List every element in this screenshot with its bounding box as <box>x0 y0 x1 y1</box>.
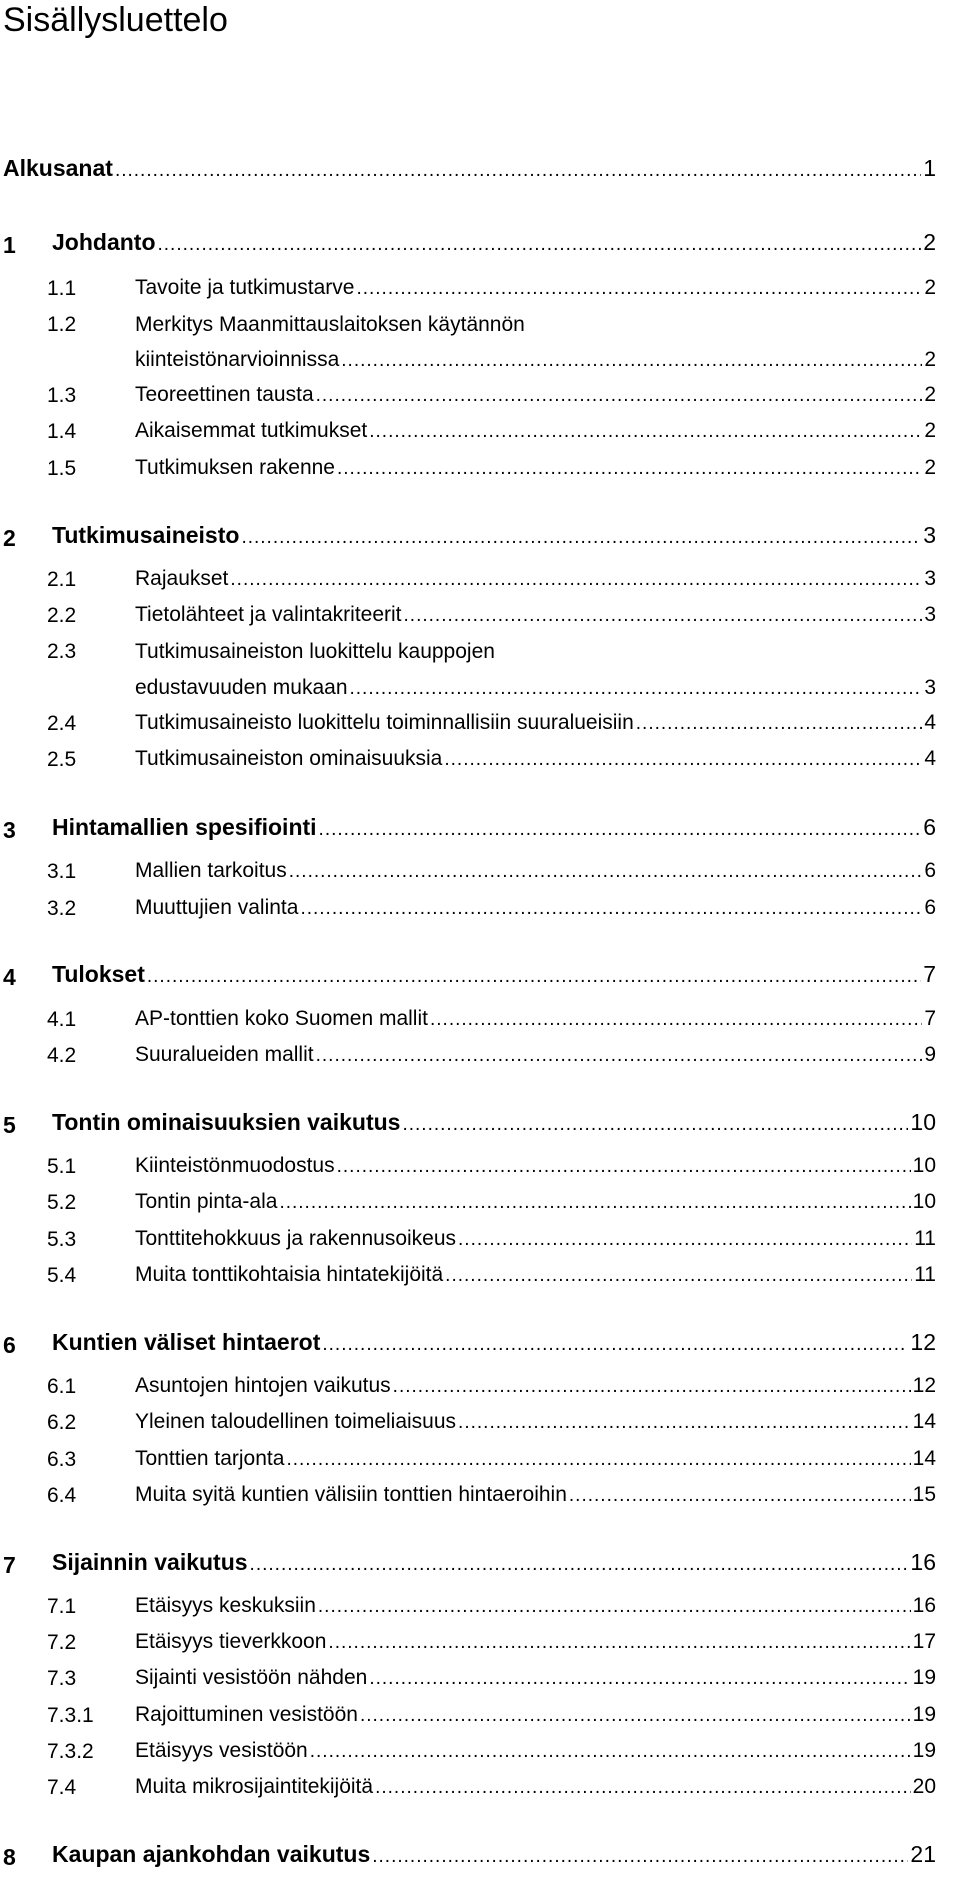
toc-entry[interactable] <box>0 1327 960 1359</box>
toc-number: 1.1 <box>47 277 77 300</box>
toc-title: Tontin ominaisuuksien vaikutus <box>52 1109 401 1135</box>
toc-number: 3.1 <box>47 860 77 883</box>
dot-leader <box>358 1702 911 1730</box>
dot-leader <box>335 455 922 483</box>
toc-page: 14 <box>912 1447 936 1470</box>
toc-number: 6.4 <box>47 1484 77 1507</box>
toc-entry[interactable] <box>0 378 960 410</box>
toc-number: 3 <box>3 817 16 843</box>
toc-title: Tietolähteet ja valintakriteerit <box>135 603 402 626</box>
toc-number: 2.3 <box>47 640 77 663</box>
toc-entry[interactable] <box>0 1369 960 1401</box>
toc-title: Tavoite ja tutkimustarve <box>135 276 355 299</box>
toc-number: 4.2 <box>47 1044 77 1067</box>
toc-page: 10 <box>912 1154 936 1177</box>
toc-page: 3 <box>924 603 936 626</box>
toc-number: 7.2 <box>47 1631 77 1654</box>
toc-page: 4 <box>924 711 936 734</box>
dot-leader <box>400 1111 908 1139</box>
toc-entry[interactable] <box>0 891 960 923</box>
toc-entry[interactable] <box>0 854 960 886</box>
toc-number: 2.1 <box>47 568 77 591</box>
toc-entry[interactable] <box>0 1222 960 1254</box>
dot-leader <box>456 1409 911 1437</box>
toc-title: Kaupan ajankohdan vaikutus <box>52 1841 371 1867</box>
toc-entry[interactable] <box>0 706 960 738</box>
toc-number: 1.2 <box>47 313 77 336</box>
toc-entry[interactable] <box>0 1839 960 1871</box>
toc-title: Hintamallien spesifiointi <box>52 814 317 840</box>
toc-entry[interactable] <box>0 1770 960 1802</box>
toc-page: 10 <box>912 1190 936 1213</box>
toc-entry[interactable] <box>0 1478 960 1510</box>
toc-page: 11 <box>914 1263 936 1286</box>
toc-page: 14 <box>912 1410 936 1433</box>
toc-title: Yleinen taloudellinen toimeliaisuus <box>135 1410 457 1433</box>
toc-entry[interactable] <box>0 153 960 185</box>
dot-leader <box>308 1738 911 1766</box>
toc-number: 6 <box>3 1332 16 1358</box>
toc-title: Tutkimusaineisto luokittelu toiminnallisiin suuralueisiin <box>135 711 634 734</box>
toc-page: 19 <box>912 1703 936 1726</box>
toc-page: 6 <box>924 896 936 919</box>
dot-leader <box>248 1551 909 1579</box>
toc-number: 5.4 <box>47 1264 77 1287</box>
toc-number: 7.1 <box>47 1595 77 1618</box>
toc-title: Muuttujien valinta <box>135 896 299 919</box>
toc-title: Tonttitehokkuus ja rakennusoikeus <box>135 1227 457 1250</box>
dot-leader <box>370 1843 908 1871</box>
toc-title: Tontin pinta-ala <box>135 1190 278 1213</box>
toc-number: 8 <box>3 1844 16 1870</box>
toc-title: Asuntojen hintojen vaikutus <box>135 1374 391 1397</box>
toc-title: Merkitys Maanmittauslaitoksen käytännön <box>135 313 525 336</box>
toc-page: 16 <box>912 1594 936 1617</box>
dot-leader <box>277 1189 910 1217</box>
toc-title: Etäisyys tieverkkoon <box>135 1630 327 1653</box>
toc-entry[interactable] <box>0 1405 960 1437</box>
toc-title: Mallien tarkoitus <box>135 859 287 882</box>
toc-page: 6 <box>923 814 936 840</box>
toc-title: Rajaukset <box>135 567 229 590</box>
toc-page: 20 <box>912 1775 936 1798</box>
toc-number: 1.5 <box>47 457 77 480</box>
toc-page: 11 <box>914 1227 936 1250</box>
toc-page: 3 <box>923 522 936 548</box>
dot-leader <box>391 1373 911 1401</box>
dot-leader <box>367 1665 910 1693</box>
toc-entry[interactable] <box>0 742 960 774</box>
toc-entry[interactable] <box>0 1698 960 1730</box>
dot-leader <box>284 1446 910 1474</box>
toc-number: 1 <box>3 232 16 258</box>
toc-title: Teoreettinen tausta <box>135 383 314 406</box>
toc-title: Suuralueiden mallit <box>135 1043 314 1066</box>
toc-entry[interactable] <box>0 1149 960 1181</box>
toc-title: Alkusanat <box>3 155 113 181</box>
dot-leader <box>239 524 921 552</box>
toc-entry[interactable] <box>0 1038 960 1070</box>
toc-page: 2 <box>924 383 936 406</box>
toc-page: 4 <box>924 747 936 770</box>
toc-page: 16 <box>910 1549 936 1575</box>
toc-title: edustavuuden mukaan <box>135 676 348 699</box>
toc-page: 7 <box>924 1007 936 1030</box>
dot-leader <box>156 231 922 259</box>
toc-number: 5.2 <box>47 1191 77 1214</box>
toc-number: 6.3 <box>47 1448 77 1471</box>
dot-leader <box>316 1593 911 1621</box>
toc-number: 2.2 <box>47 604 77 627</box>
toc-number: 1.3 <box>47 384 77 407</box>
toc-page: 6 <box>924 859 936 882</box>
toc-entry[interactable] <box>0 227 960 259</box>
toc-entry[interactable] <box>0 414 960 446</box>
toc-page: 3 <box>924 567 936 590</box>
toc-title: Tulokset <box>52 961 145 987</box>
toc-page: 2 <box>924 348 936 371</box>
dot-leader <box>402 602 923 630</box>
dot-leader <box>320 1331 908 1359</box>
toc-entry[interactable] <box>0 1185 960 1217</box>
toc-page: 19 <box>912 1666 936 1689</box>
toc-entry[interactable] <box>0 451 960 483</box>
dot-leader <box>348 675 923 703</box>
toc-title: Muita mikrosijaintitekijöitä <box>135 1775 374 1798</box>
toc-number: 7.3.1 <box>47 1704 94 1727</box>
toc-page: 2 <box>924 419 936 442</box>
dot-leader <box>326 1629 910 1657</box>
toc-number: 2.5 <box>47 748 77 771</box>
dot-leader <box>456 1226 912 1254</box>
toc-entry[interactable] <box>0 959 960 991</box>
toc-title: Tutkimusaineisto <box>52 522 240 548</box>
toc-entry[interactable] <box>0 562 960 594</box>
toc-number: 7.3 <box>47 1667 77 1690</box>
dot-leader <box>335 1153 911 1181</box>
dot-leader <box>373 1774 911 1802</box>
toc-page: 2 <box>924 456 936 479</box>
toc-entry[interactable] <box>0 1442 960 1474</box>
toc-number: 6.1 <box>47 1375 77 1398</box>
toc-entry[interactable] <box>0 1661 960 1693</box>
toc-entry[interactable] <box>0 598 960 630</box>
toc-entry[interactable] <box>0 671 960 703</box>
dot-leader <box>367 418 922 446</box>
toc-title: Sijainnin vaikutus <box>52 1549 248 1575</box>
toc-page: 2 <box>923 229 936 255</box>
toc-entry[interactable] <box>0 1002 960 1034</box>
toc-entry[interactable] <box>0 1107 960 1139</box>
dot-leader <box>339 347 922 375</box>
toc-title: Rajoittuminen vesistöön <box>135 1703 358 1726</box>
toc-title: Kuntien väliset hintaerot <box>52 1329 321 1355</box>
dot-leader <box>228 566 922 594</box>
toc-entry[interactable] <box>0 1547 960 1579</box>
toc-page: 3 <box>924 676 936 699</box>
toc-page: 2 <box>924 276 936 299</box>
toc-title: Aikaisemmat tutkimukset <box>135 419 368 442</box>
dot-leader <box>314 1042 923 1070</box>
dot-leader <box>314 382 923 410</box>
toc-entry[interactable] <box>0 1589 960 1621</box>
toc-title: Tonttien tarjonta <box>135 1447 285 1470</box>
dot-leader <box>634 710 923 738</box>
toc-title: Etäisyys keskuksiin <box>135 1594 316 1617</box>
toc-title: Etäisyys vesistöön <box>135 1739 308 1762</box>
toc-number: 1.4 <box>47 420 77 443</box>
toc-number: 7.4 <box>47 1776 77 1799</box>
toc-title: Johdanto <box>52 229 156 255</box>
toc-entry[interactable] <box>0 812 960 844</box>
toc-number: 5.3 <box>47 1228 77 1251</box>
toc-entry[interactable] <box>0 634 960 666</box>
toc-number: 2.4 <box>47 712 77 735</box>
toc-number: 5.1 <box>47 1155 77 1178</box>
toc-entry[interactable] <box>0 1258 960 1290</box>
toc-title: Sijainti vesistöön nähden <box>135 1666 368 1689</box>
toc-page: 10 <box>910 1109 936 1135</box>
toc-number: 7 <box>3 1552 16 1578</box>
dot-leader <box>113 157 921 185</box>
dot-leader <box>428 1006 922 1034</box>
toc-title: AP-tonttien koko Suomen mallit <box>135 1007 428 1030</box>
dot-leader <box>145 963 921 991</box>
toc-entry[interactable] <box>0 271 960 303</box>
toc-page: 17 <box>912 1630 936 1653</box>
toc-entry[interactable] <box>0 307 960 339</box>
dot-leader <box>287 858 923 886</box>
toc-number: 4.1 <box>47 1008 77 1031</box>
toc-number: 6.2 <box>47 1411 77 1434</box>
toc-title: Kiinteistönmuodostus <box>135 1154 335 1177</box>
toc-page: 19 <box>912 1739 936 1762</box>
dot-leader <box>298 895 922 923</box>
toc-title: Tutkimusaineiston luokittelu kauppojen <box>135 640 495 663</box>
dot-leader <box>317 816 922 844</box>
toc-entry[interactable] <box>0 1734 960 1766</box>
toc-title: Tutkimusaineiston ominaisuuksia <box>135 747 443 770</box>
dot-leader <box>354 275 922 303</box>
toc-page: 9 <box>924 1043 936 1066</box>
dot-leader <box>443 1262 912 1290</box>
toc-page: 12 <box>912 1374 936 1397</box>
toc-number: 5 <box>3 1112 16 1138</box>
toc-page: 1 <box>923 155 936 181</box>
toc-number: 2 <box>3 525 16 551</box>
dot-leader <box>567 1482 911 1510</box>
toc-title: Muita syitä kuntien välisiin tonttien hintaeroihin <box>135 1483 567 1506</box>
toc-title: Tutkimuksen rakenne <box>135 456 335 479</box>
toc-title: Muita tonttikohtaisia hintatekijöitä <box>135 1263 444 1286</box>
toc-number: 3.2 <box>47 897 77 920</box>
toc-title: kiinteistönarvioinnissa <box>135 348 340 371</box>
toc-page: 21 <box>910 1841 936 1867</box>
toc-entry[interactable] <box>0 343 960 375</box>
toc-page: 12 <box>910 1329 936 1355</box>
toc-entry[interactable] <box>0 520 960 552</box>
toc-page: 15 <box>912 1483 936 1506</box>
dot-leader <box>442 746 922 774</box>
toc-entry[interactable] <box>0 1625 960 1657</box>
toc-page: 7 <box>923 961 936 987</box>
toc-number: 7.3.2 <box>47 1740 94 1763</box>
page-title: Sisällysluettelo <box>3 1 228 39</box>
toc-number: 4 <box>3 964 16 990</box>
